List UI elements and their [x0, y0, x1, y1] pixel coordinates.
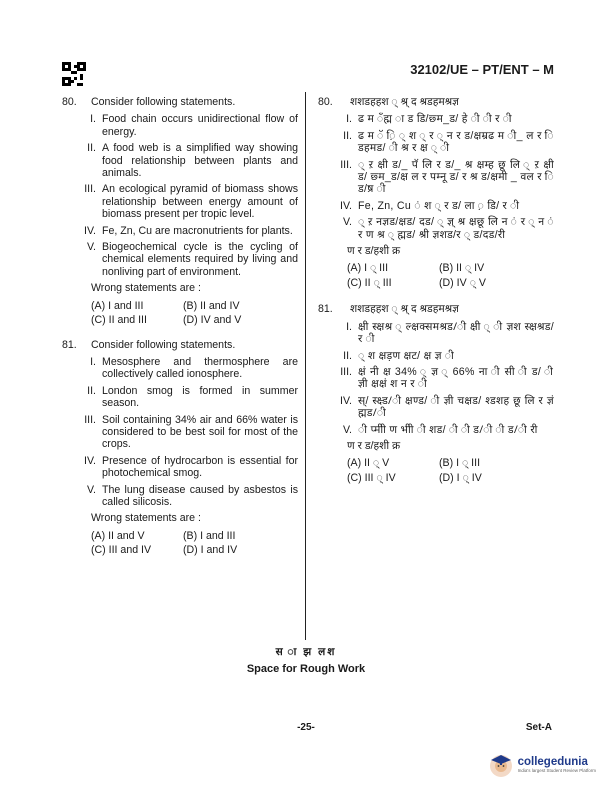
statement-text: Food chain occurs unidirectional flow of energy. — [102, 113, 298, 138]
option-b[interactable]: (B) I and III — [183, 529, 236, 542]
statement-text: क्षं नी क्ष 34% ् ज्ञ ् 66% ना ी सी ी ड/ ी ज्ञी क्षक्षं श न र ी — [358, 365, 554, 391]
set-label: Set-A — [525, 722, 552, 733]
statement-number: II. — [343, 349, 352, 362]
statement-item — [62, 414, 298, 451]
statement-number: IV. — [340, 199, 352, 212]
statement-text: क्षी स्क्षश्र ् ल्क्षक्समश्रड/ी क्षी ् ी ज्ञश स्क्षश्रड/ र ी — [358, 320, 554, 346]
statement-item — [318, 113, 554, 125]
option-b[interactable]: (B) I ् III — [439, 457, 481, 470]
statement-text: स्/ स्क्ष्ड/ी क्षण्ड/ ी ज्ञी चक्षड/ श्डशह छू लि र ज्ञं ह्मड/ी — [358, 394, 554, 420]
wrong-statements-label: Wrong statements are : — [91, 512, 201, 525]
statement-item — [62, 183, 298, 220]
statement-number: V. — [86, 241, 96, 254]
statement-text: ी प्मीी ण भीी ी शड/ ी ी ड/ी ी ड/ी री — [358, 423, 538, 436]
statement-text: The lung disease caused by asbestos is called silicosis. — [102, 483, 298, 508]
option-b[interactable]: (B) II ् IV — [439, 262, 485, 275]
statement-item — [318, 159, 554, 196]
wrong-statements-label: Wrong statements are : — [91, 282, 201, 295]
statement-number: III. — [340, 158, 352, 171]
statement-item — [62, 142, 298, 179]
column-divider — [305, 92, 306, 640]
statement-text: A food web is a simplified way showing food relationship between plants and animals. — [102, 142, 298, 180]
statement-number: IV. — [340, 394, 352, 407]
statement-item — [62, 385, 298, 410]
question-81-hi — [318, 303, 554, 484]
statement-item — [62, 455, 298, 480]
statement-text: ् ऱ नज्ञड/क्षड/ दड/ ् ज्ञ् श्र क्षछू लि न ं र ् न ं र ण श्र ् ह्मड/ श्री ज्ञशड/र ् ड/दड/री — [358, 216, 554, 241]
option-c[interactable]: (C) III ् IV — [347, 471, 396, 484]
statement-item — [318, 424, 554, 436]
statement-item — [318, 130, 554, 155]
paper-code: 32102/UE – PT/ENT – M — [410, 62, 554, 77]
option-b[interactable]: (B) II and IV — [183, 299, 240, 312]
question-number: 80. — [62, 96, 77, 108]
question-number: 81. — [318, 303, 333, 316]
option-c[interactable]: (C) II ् III — [347, 276, 392, 289]
statement-text: ढ म ॅ ़ि ् श ् र ् न र ड/क्षम्रढ म ी_ ल र ि डहमड/ ी श्र र क्ष ् ी — [358, 129, 554, 155]
statement-number: III. — [84, 413, 96, 426]
statement-number: II. — [343, 129, 352, 142]
question-prompt: Consider following statements. — [91, 338, 236, 351]
statement-number: III. — [340, 365, 352, 378]
wrong-statements-label: ण र ड/हशी क्र — [347, 439, 401, 452]
option-a[interactable]: (A) I ् III — [347, 262, 389, 275]
question-80-hi — [318, 96, 554, 289]
graduate-avatar-icon — [488, 752, 514, 778]
question-number: 80. — [318, 96, 333, 108]
statement-text: Biogeochemical cycle is the cycling of chemical elements required by living and nonliving part of environment. — [102, 241, 298, 278]
statement-item — [62, 241, 298, 278]
statement-item — [62, 356, 298, 381]
statement-number: V. — [86, 483, 96, 496]
statement-number: V. — [342, 423, 352, 436]
rough-work-label-hindi: स ा झ लश — [275, 646, 337, 658]
question-prompt: शशडहहश ् श्र् द श्रडहमश्रज्ञ — [350, 96, 459, 108]
statement-item — [318, 366, 554, 391]
question-prompt: शशडहहश ् श्र् द श्रडहमश्रज्ञ — [350, 303, 459, 316]
statement-item — [62, 113, 298, 138]
statement-text: Fe, Zn, Cu ं श ् र ड/ ला ़ डि/ र ी — [358, 199, 520, 212]
option-a[interactable]: (A) II and V — [91, 529, 145, 542]
statement-text: An ecological pyramid of biomass shows relationship between energy amount of biomass present per tropic level. — [102, 183, 298, 221]
statement-number: I. — [346, 113, 352, 126]
english-column — [62, 96, 298, 557]
statement-number: I. — [90, 113, 96, 126]
statement-number: III. — [84, 183, 96, 196]
statement-number: V. — [342, 216, 352, 229]
question-prompt: Consider following statements. — [91, 96, 236, 108]
hindi-column — [318, 96, 554, 484]
statement-item — [318, 200, 554, 212]
option-a[interactable]: (A) II ् V — [347, 457, 390, 470]
statement-number: I. — [90, 355, 96, 368]
statement-item — [62, 484, 298, 509]
statement-number: II. — [87, 384, 96, 397]
statement-number: II. — [87, 142, 96, 155]
page-number: -25- — [297, 722, 315, 733]
answer-options — [318, 262, 554, 289]
statement-text: ढ म ॅंह्म ा ड डि/छ्म_ड/ हे ी ी र ी — [358, 113, 512, 126]
question-80-en — [62, 96, 298, 327]
option-d[interactable]: (D) I ् IV — [439, 471, 482, 484]
statement-item — [318, 395, 554, 420]
statement-text: Mesosphere and thermosphere are collectively called ionosphere. — [102, 355, 298, 381]
statement-text: ् श क्षड़ण क्षट/ क्ष ज्ञ ी — [358, 349, 454, 362]
question-81-en — [62, 339, 298, 557]
statement-text: Soil containing 34% air and 66% water is considered to be best soil for most of the crops. — [102, 413, 298, 451]
question-number: 81. — [62, 338, 77, 351]
statement-text: Presence of hydrocarbon is essential for photochemical smog. — [102, 454, 298, 480]
option-c[interactable]: (C) III and IV — [91, 544, 152, 557]
statement-text: London smog is formed in summer season. — [102, 384, 298, 410]
statement-item — [318, 216, 554, 241]
statement-item — [318, 321, 554, 346]
option-a[interactable]: (A) I and III — [91, 299, 144, 312]
answer-options — [62, 530, 298, 557]
statement-number: IV. — [84, 224, 96, 237]
answer-options — [62, 300, 298, 327]
statement-item — [318, 350, 554, 362]
option-d[interactable]: (D) IV and V — [183, 314, 242, 327]
brand-tagline: India's largest Student Review Platform — [517, 768, 596, 773]
brand-name: collegedunia — [517, 756, 588, 768]
statement-number: IV. — [84, 454, 96, 467]
option-d[interactable]: (D) IV ् V — [439, 276, 486, 289]
qr-code — [62, 62, 86, 86]
option-d[interactable]: (D) I and IV — [183, 544, 238, 557]
statement-text: Fe, Zn, Cu are macronutrients for plants. — [102, 224, 293, 237]
wrong-statements-label: ण र ड/हशी क्र — [347, 245, 401, 258]
brand-watermark — [488, 752, 596, 778]
statement-number: I. — [346, 320, 352, 333]
statement-text: ् ऱ क्षी ड/_ पॅ लि र ड/_ श्र क्षम्ह छू लि ् ऱ क्षी ड/ छ्म_ड/क्ष ल र पम्नू ड/ र श्र ड/क्षमी _ वल र ि ड/ष्र ी — [358, 158, 554, 196]
answer-options — [318, 457, 554, 484]
rough-work-label: Space for Rough Work — [246, 663, 366, 675]
statement-item — [62, 225, 298, 237]
option-c[interactable]: (C) II and III — [91, 314, 147, 327]
